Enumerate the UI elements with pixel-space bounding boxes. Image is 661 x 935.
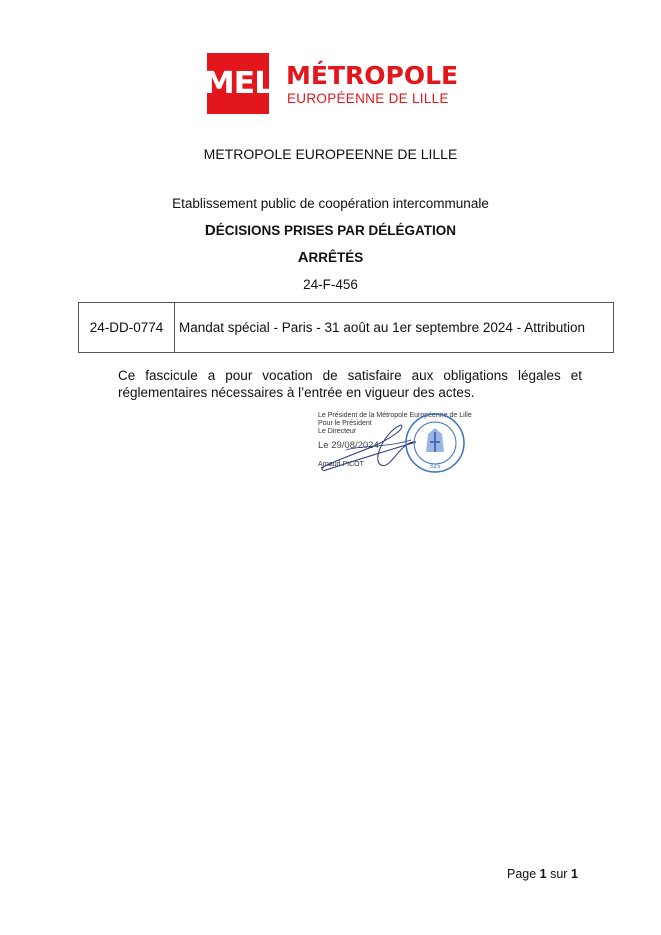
signatory-name: Arnaud PICOT bbox=[318, 461, 364, 468]
page-current: 1 bbox=[539, 867, 547, 881]
decision-title: Mandat spécial - Paris - 31 août au 1er septembre 2024 - Attribution bbox=[179, 320, 585, 335]
fascicle-reference: 24-F-456 bbox=[303, 277, 358, 292]
page-total: 1 bbox=[570, 867, 578, 881]
table-row bbox=[78, 302, 614, 353]
signature-line-1: Le Président de la Métropole Européenne de Lille bbox=[318, 412, 472, 419]
arretes-heading bbox=[0, 249, 661, 266]
svg-text:325: 325 bbox=[429, 463, 441, 470]
arretes-initial: A bbox=[297, 249, 309, 266]
decisions-heading bbox=[0, 222, 661, 239]
logo-mark-text: MEL bbox=[203, 66, 273, 101]
official-seal-icon bbox=[404, 412, 466, 474]
page-indicator bbox=[507, 867, 578, 881]
decisions-rest: ÉCISIONS PRISES PAR DÉLÉGATION bbox=[215, 223, 457, 238]
mel-logo-mark bbox=[203, 53, 273, 114]
signature-date: Le 29/08/2024 bbox=[318, 440, 379, 451]
page-mid: sur bbox=[546, 867, 571, 881]
logo-title: MÉTROPOLE bbox=[286, 61, 459, 90]
signature-line-3: Le Directeur bbox=[318, 428, 357, 435]
decisions-initial: D bbox=[204, 222, 216, 239]
arretes-rest: RRÊTÉS bbox=[308, 250, 364, 265]
organization-name: METROPOLE EUROPEENNE DE LILLE bbox=[203, 146, 458, 162]
signature-line-2: Pour le Président bbox=[318, 420, 372, 427]
body-paragraph: Ce fascicule a pour vocation de satisfaire aux obligations légales et réglementaires nécessaires à l’entrée en vigueur des actes. bbox=[118, 368, 582, 400]
logo-subtitle: EUROPÉENNE DE LILLE bbox=[287, 91, 449, 106]
establishment-type: Etablissement public de coopération intercommunale bbox=[172, 196, 489, 211]
page-prefix: Page bbox=[507, 867, 540, 881]
decision-code: 24-DD-0774 bbox=[79, 303, 175, 352]
